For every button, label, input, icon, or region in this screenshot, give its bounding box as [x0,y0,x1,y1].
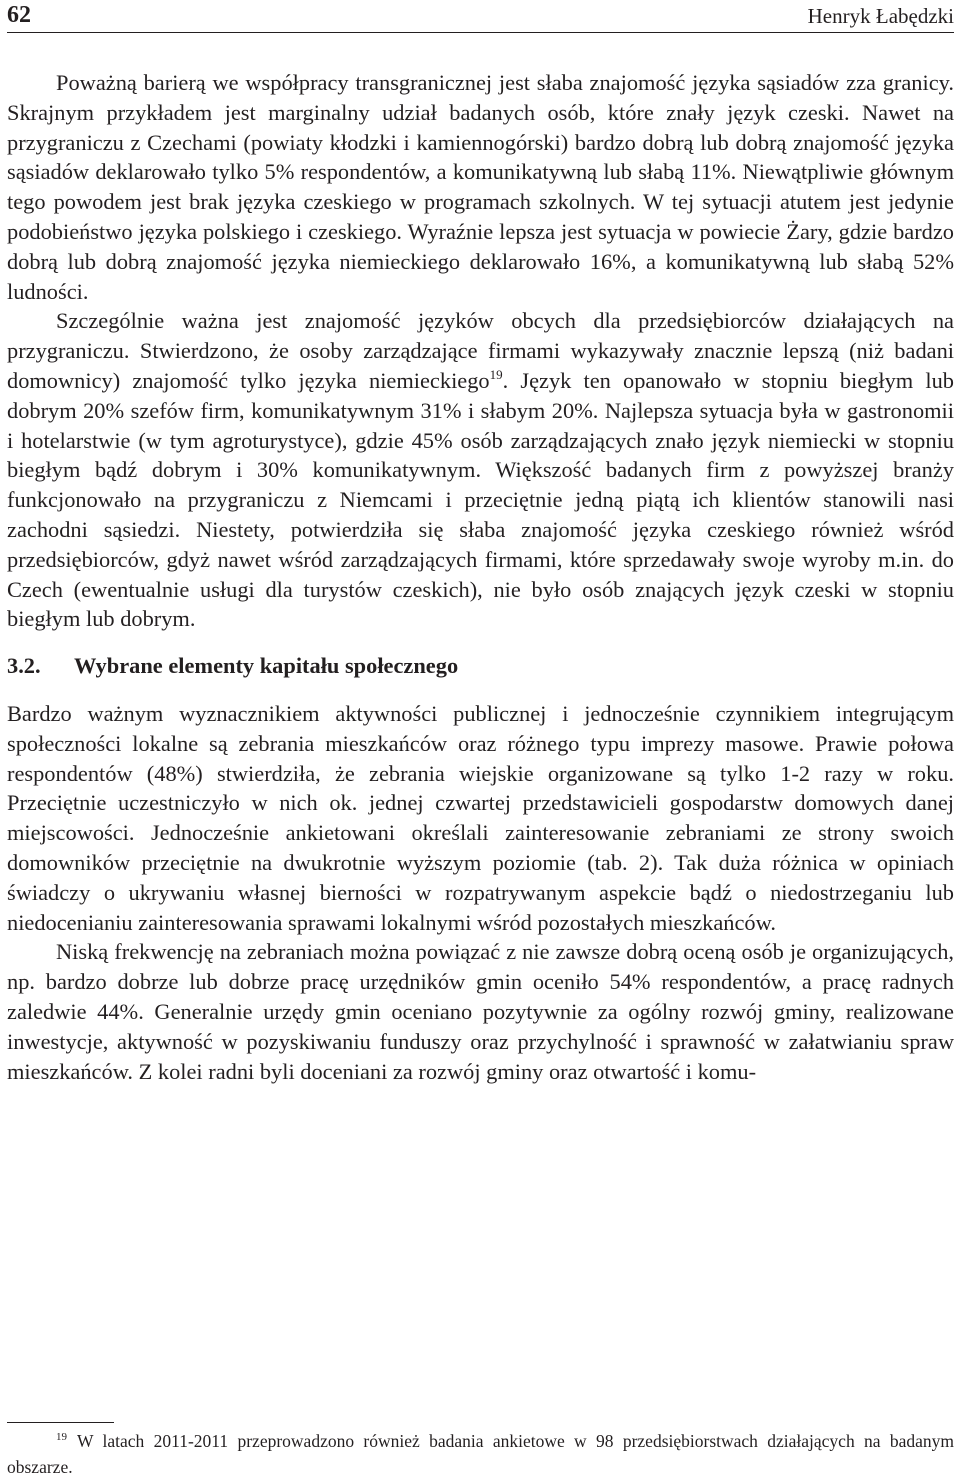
paragraph: Niską frekwencję na zebraniach można powiązać z nie zawsze dobrą oceną osób je organizujących, np. bardzo dobrze lub dobrze pracę urzędników gmin oceniło 54% respondentów, a pracę radnych zaledwie 44%. Generalnie urzędy gmin oceniano pozytywnie za ogólny rozwój gminy, realizowane inwestycje, aktywność w pozyskiwaniu funduszy oraz przychylność i sprawność w załatwianiu spraw mieszkańców. Z kolei radni byli doceniani za rozwój gminy oraz otwartość i komu- [7,939,954,1084]
document-page [7,0,954,1484]
section-heading [7,651,954,681]
page-number: 62 [7,2,31,28]
paragraph-text: Szczególnie ważna jest znajomość języków obcych dla przedsiębiorców działających na przygraniczu. Stwierdzono, że osoby zarządzające firmami wykazywały znacznie lepszą (niż badani domownicy) znajomość tylko języka niemieckiego [7,308,954,393]
paragraph: Bardzo ważnym wyznacznikiem aktywności publicznej i jednocześnie czynnikiem integrującym społeczności lokalne są zebrania mieszkańców oraz różnego typu imprezy masowe. Prawie połowa respondentów (48%) stwierdziła, że zebrania wiejskie organizowane są tylko 1-2 razy w roku. Przeciętnie uczestniczyło w nich ok. jednej czwartej przedstawicieli gospodarstw domowych danej miejscowości. Jednocześnie ankietowani określali zainteresowanie zebraniami ze strony swoich domowników przeciętnie na dwukrotnie wyższym poziomie (tab. 2). Tak duża różnica w opiniach świadczy o ukrywaniu własnej bierności w rozpatrywanym aspekcie bądź o niedostrzeganiu lub niedocenianiu zainteresowania sprawami lokalnymi wśród pozostałych mieszkańców. [7,700,954,935]
footnote [7,1428,954,1480]
running-author: Henryk Łabędzki [807,4,954,28]
running-header [7,0,954,33]
footnote-number: 19 [56,1431,67,1443]
paragraph [7,306,954,634]
footnote-text: W latach 2011-2011 przeprowadzono również badania ankietowe w 98 przedsiębiorstwach działających na badanym obszarze. [7,1431,954,1477]
main-text [7,68,954,1086]
paragraph-text: . Język ten opanowało w stopniu biegłym lub dobrym 20% szefów firm, komunikatywnym 31% i słabym 20%. Najlepsza sytuacja była w gastronomii i hotelarstwie (w tym agroturystyce), gdzie 45% osób zarządzających znało język niemiecki w stopniu biegłym bądź dobrym i 30% komunikatywnym. Większość badanych firm z powyższej branży funkcjonowało na przygraniczu z Niemcami i przeciętnie jedną piątą ich klientów stanowili nasi zachodni sąsiedzi. Niestety, potwierdziła się słaba znajomość języka czeskiego również wśród przedsiębiorców, gdyż nawet wśród zarządzających firmami, które sprzedawały swoje wyroby m.in. do Czech (ewentualnie usługi dla turystów czeskich), nie było osób znających język czeski w stopniu biegłym lub dobrym. [7,367,954,632]
footnote-reference: 19 [489,366,503,382]
footnote-separator [7,1422,114,1423]
paragraph: Poważną barierą we współpracy transgranicznej jest słaba znajomość języka sąsiadów zza granicy. Skrajnym przykładem jest marginalny udział badanych osób, które znały język czeski. Nawet na przygraniczu z Czechami (powiaty kłodzki i kamiennogórski) bardzo dobrą lub dobrą znajomość języka sąsiadów deklarowało tylko 5% respondentów, a komunikatywną lub słabą 11%. Niewątpliwie głównym tego powodem jest brak języka czeskiego w programach szkolnych. W tej sytuacji atutem jest jedynie podobieństwo języka polskiego i czeskiego. Wyraźnie lepsza jest sytuacja w powiecie Żary, gdzie bardzo dobrą lub dobrą znajomość języka niemieckiego deklarowało 16%, a komunikatywną lub słabą 52% ludności. [7,70,954,304]
section-number: 3.2. [7,653,41,679]
section-title: Wybrane elementy kapitału społecznego [74,653,459,679]
